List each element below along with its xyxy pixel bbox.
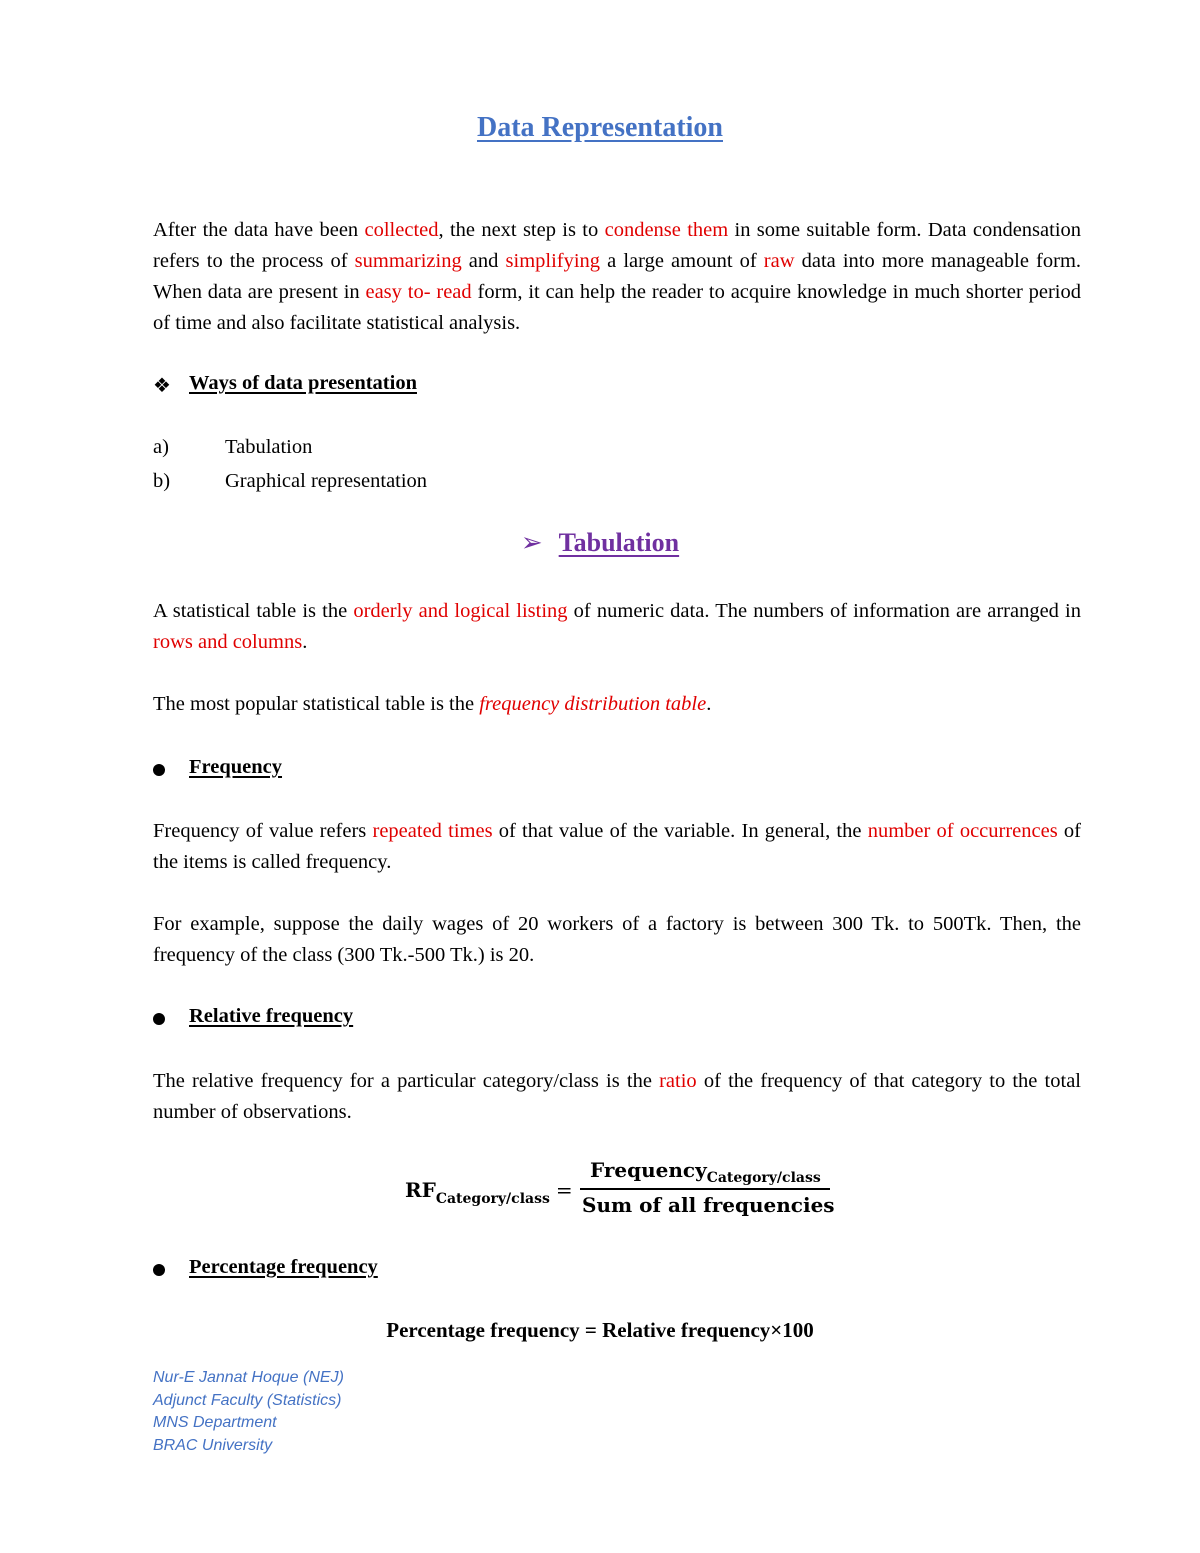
highlight-frequency-table: frequency distribution table	[479, 693, 707, 715]
fraction-bar	[580, 1188, 830, 1190]
highlight-raw: raw	[763, 250, 795, 272]
numerator-text: Frequency	[590, 1158, 707, 1182]
page-title: Data Representation	[476, 112, 723, 143]
rf-numerator	[590, 1158, 821, 1186]
intro-text: in some suitable form. Data condensation refers to the process of	[153, 219, 1082, 272]
list-label: a)	[153, 436, 169, 458]
list-text: Tabulation	[225, 436, 313, 458]
intro-text: a large amount of	[600, 250, 764, 272]
intro-paragraph	[153, 215, 1081, 339]
highlight-easy-read: easy to- read	[365, 281, 472, 303]
highlight-summarizing: summarizing	[354, 250, 462, 272]
body-text: The most popular statistical table is the	[153, 693, 480, 715]
highlight-simplifying: simplifying	[505, 250, 601, 272]
highlight-collected: collected	[364, 219, 439, 241]
percentage-formula: Percentage frequency = Relative frequency×100	[386, 1318, 814, 1342]
footer-line: BRAC University	[153, 1436, 273, 1454]
relative-frequency-heading: Relative frequency	[189, 1005, 354, 1027]
body-text: Frequency of value refers	[153, 820, 373, 842]
body-text: .	[706, 693, 712, 715]
rf-formula-lhs	[405, 1178, 573, 1207]
bullet-icon	[153, 764, 165, 776]
tabulation-heading	[0, 528, 1200, 558]
body-text: of numeric data. The numbers of information are arranged in	[567, 600, 1081, 622]
footer-line: MNS Department	[153, 1414, 277, 1431]
equals-sign: =	[555, 1178, 573, 1202]
highlight-ratio: ratio	[659, 1070, 697, 1092]
author-footer	[153, 1367, 344, 1457]
body-text: A statistical table is the	[153, 600, 354, 622]
popular-table-paragraph	[153, 689, 1081, 720]
highlight-rows-columns: rows and columns	[153, 631, 303, 653]
frequency-heading: Frequency	[189, 756, 283, 778]
footer-line: Nur-E Jannat Hoque (NEJ)	[153, 1369, 344, 1386]
list-item	[153, 466, 427, 497]
relative-frequency-paragraph	[153, 1066, 1081, 1128]
list-item	[153, 432, 312, 463]
intro-text: form, it can help the reader to acquire knowledge in much shorter period of time and also facilitate statistical analysis.	[153, 281, 1081, 334]
arrow-bullet-icon: ➢	[520, 528, 543, 557]
body-text: .	[302, 631, 308, 653]
intro-text: After the data have been	[153, 219, 365, 241]
body-text: of the items is called frequency.	[153, 820, 1081, 873]
body-text: of that value of the variable. In general, the	[492, 820, 868, 842]
diamond-bullet-icon: ❖	[153, 375, 171, 397]
highlight-repeated-times: repeated times	[372, 820, 493, 842]
body-text: of the frequency of that category to the total number of observations.	[153, 1070, 1081, 1123]
footer-line: Adjunct Faculty (Statistics)	[153, 1391, 342, 1409]
list-label: b)	[153, 470, 171, 492]
frequency-paragraph	[153, 816, 1081, 878]
rf-denominator: Sum of all frequencies	[582, 1193, 835, 1217]
intro-text: , the next step is to	[438, 219, 605, 241]
highlight-occurrences: number of occurrences	[867, 820, 1058, 842]
bullet-icon	[153, 1264, 165, 1276]
highlight-condense: condense them	[604, 219, 729, 241]
list-text: Graphical representation	[225, 470, 428, 492]
tabulation-paragraph	[153, 596, 1081, 658]
tabulation-title: Tabulation	[558, 528, 680, 557]
ways-heading: Ways of data presentation	[189, 372, 417, 394]
intro-text: and	[461, 250, 506, 272]
bullet-icon	[153, 1013, 165, 1025]
body-text: The relative frequency for a particular category/class is the	[153, 1070, 660, 1092]
percentage-frequency-heading: Percentage frequency	[189, 1256, 378, 1278]
intro-text: data into more manageable form. When data are present in	[153, 250, 1082, 303]
rf-symbol: RF	[405, 1178, 436, 1202]
highlight-orderly: orderly and logical listing	[353, 600, 568, 622]
rf-subscript: Category/class	[435, 1191, 550, 1207]
numerator-subscript: Category/class	[706, 1170, 821, 1186]
example-paragraph: For example, suppose the daily wages of 20 workers of a factory is between 300 Tk. to 500Tk. Then, the frequency of the class (300 Tk.-500 Tk.) is 20.	[153, 913, 1081, 966]
